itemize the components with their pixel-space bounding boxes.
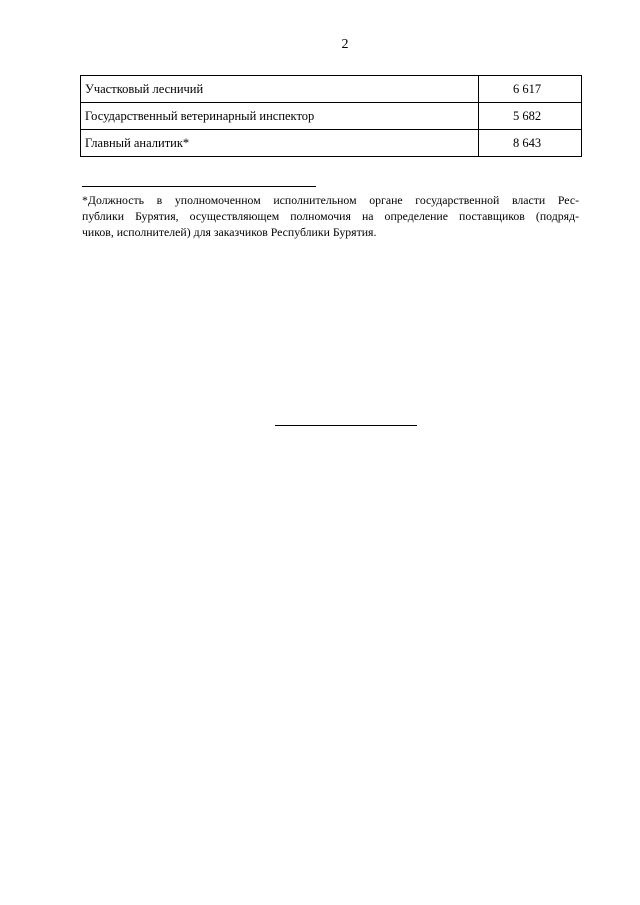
footnote-line: публики Бурятия, осуществляющем полномочия на определение поставщиков (подряд-: [82, 209, 579, 223]
end-of-document-rule: [275, 425, 417, 426]
table-row: [81, 103, 582, 130]
position-cell: Главный аналитик*: [81, 130, 479, 157]
salary-value-cell: 6 617: [479, 76, 582, 103]
salary-table: [80, 75, 582, 157]
footnote-line: *Должность в уполномоченном исполнительном органе государственной власти Рес-: [82, 193, 579, 207]
salary-value-cell: 5 682: [479, 103, 582, 130]
footnote-separator: [82, 186, 316, 187]
footnote: [82, 192, 579, 240]
table-row: [81, 130, 582, 157]
position-cell: Участковый лесничий: [81, 76, 479, 103]
footnote-line: чиков, исполнителей) для заказчиков Республики Бурятия.: [82, 225, 377, 239]
page-number: 2: [341, 37, 349, 52]
salary-value-cell: 8 643: [479, 130, 582, 157]
position-cell: Государственный ветеринарный инспектор: [81, 103, 479, 130]
table-row: [81, 76, 582, 103]
